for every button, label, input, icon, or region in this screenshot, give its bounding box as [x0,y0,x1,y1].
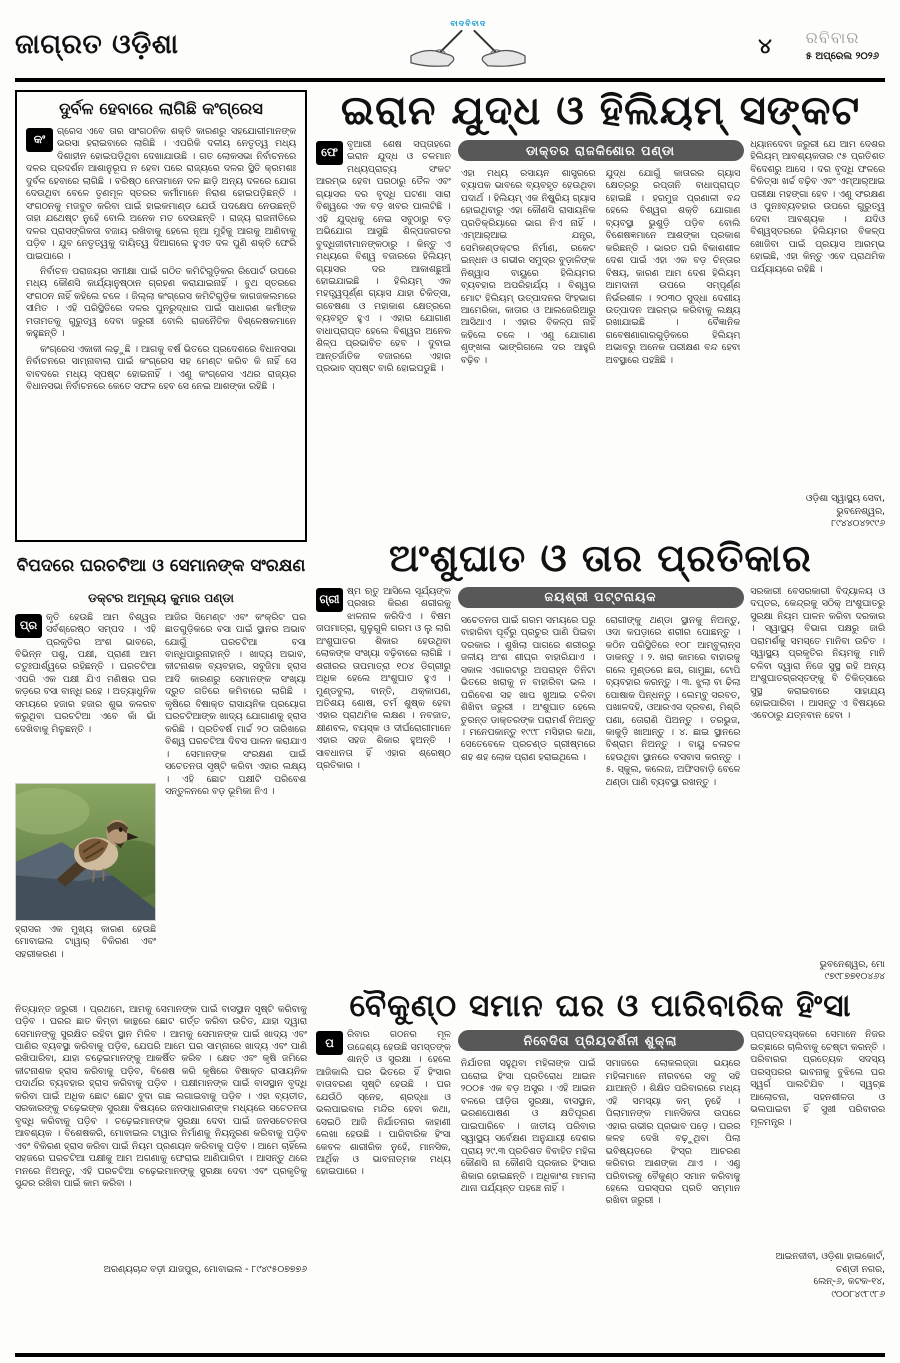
weekday: ରବିବାର [805,28,860,47]
byline-pill: ଜୟଶ୍ରୀ ପଟ୍ଟନାୟକ [458,587,744,608]
paragraph: ନିର୍ବାଚନ ପରାଜୟର ସମୀକ୍ଷା ପାଇଁ ଗଠିତ କମିଟିଗୁଡ଼ିକର ରିପୋର୍ଟ ଉପରେ ମଧ୍ୟ କୌଣସି କାର୍ଯ୍ୟାନୁଷ୍ଠାନ ଗ୍ରହଣ କରାଯାଇନାହିଁ । ବୁଥ ସ୍ତରରେ ସଂଗଠନ ନାହିଁ କହିଲେ ଚଳେ । ଜିଲ୍ଲା କଂଗ୍ରେସ କମିଟିଗୁଡ଼ିକ କାଗଜକଲମରେ ସୀମିତ । ଏହି ପରିସ୍ଥିତିରେ ଦଳର ପୁନରୁଦ୍ଧାର ପାଇଁ ସାଧାରଣ କର୍ମୀଙ୍କ ମତାମତକୁ ଗୁରୁତ୍ୱ ଦେବା ଜରୁରୀ ବୋଲି ରାଜନୈତିକ ବିଶ୍ଳେଷକମାନେ କହୁଛନ୍ତି । [26,265,296,340]
column-text: କୃତି ହେଉଛି ଆମ ବିଶ୍ୱର ସର୍ବଶ୍ରେଷ୍ଠ ସମ୍ପଦ । ଏହି ପ୍ରକୃତିର ଅଂଶ ଭାବରେ, ବିଭିନ୍ନ ପଶୁ, ପକ୍ଷୀ, ପ୍ରାଣୀ ଆମ ଚତୁଃପାର୍ଶ୍ୱରେ ରହିଛନ୍ତି । ଘରଚଟିଆ ଏପରି ଏକ ପକ୍ଷୀ ଯିଏ ମଣିଷର ଘର କଡ଼ରେ ବସା ବାନ୍ଧି ରହେ । ଅତ୍ୟାଧୁନିକ ସମୟରେ ହଜାର ହଜାର ଶୁଭ କଳରବ କରୁଥିବା ଘରଚଟିଆ ଏବେ କାଁ ଭାଁ ଦେଖିବାକୁ ମିଳୁଛନ୍ତି । [15,611,156,735]
article-column [461,586,596,984]
page-bottom-rule [15,1353,885,1357]
heatstroke-headline: ଅଂଶୁଘାତ ଓ ତାର ପ୍ରତିକାର [389,536,812,580]
right-region [316,90,885,1301]
column-text: ପ୍ରାପ୍ତବୟସ୍କରେ ସେମାନେ ନିଜର ଇଚ୍ଛାରେ ଚାଲିବାକୁ ଚେଷ୍ଟା କରନ୍ତି । ପରିବାରର ପ୍ରତ୍ୟେକ ସଦସ୍ୟ ପରସ୍ପରର ଭାବନାକୁ ବୁଝିଲେ ଘର ସ୍ୱର୍ଗ ପାଲଟିଯିବ । ସ୍ୱଚ୍ଛ ଆଲୋଚନା, ସହନଶୀଳତା ଓ ଭଲପାଇବା ହିଁ ସୁଖୀ ପରିବାରର ମୂଳମନ୍ତ୍ର । [750,1029,885,1128]
author-signature [750,491,885,531]
column-text: ଧ୍ୟାନଦେବା ଜରୁରୀ ଯେ ଆମ ଦେଶର ହିଲିୟମ୍ ଆବଶ୍ୟକତାର ୯୫ ପ୍ରତିଶତ ବିଦେଶରୁ ଆସେ । ଦର ବୃଦ୍ଧି ଫଳରେ ଚିକିତ୍ସା ଖର୍ଚ୍ଚ ବଢ଼ିବ ଏବଂ ଏମ୍‌ଆର୍‌ଆଇ ପରୀକ୍ଷା ମହଙ୍ଗା ହେବ । ଏଣୁ ସଂରକ୍ଷଣ ଓ ପୁନଃବ୍ୟବହାର ଉପରେ ଗୁରୁତ୍ୱ ଦେବା ଆବଶ୍ୟକ । ଯଦିଓ ବିଶ୍ୱସ୍ତରରେ ହିଲିୟମର ବିକଳ୍ପ ଖୋଜିବା ପାଇଁ ପ୍ରୟାସ ଆରମ୍ଭ ହୋଇଛି, ଏହା କିନ୍ତୁ ଏବେ ପ୍ରାଥମିକ ପର୍ଯ୍ୟାୟରେ ରହିଛି । [750,139,885,275]
article-column [606,139,741,531]
hands-pen-logo [409,28,527,68]
page-body [15,90,885,1301]
signature-line: ଆଇନଜୀବୀ, ଓଡ଼ିଶା ହାଇକୋର୍ଟ, ଚଣ୍ଡୀ ନଗର, [775,1251,885,1275]
column-text: ନିର୍ଯାତନା ସହୁଥିବା ମହିଳାଙ୍କ ପାଇଁ ଘରୋଇ ହିଂସା ପ୍ରତିରୋଧ ଆଇନ ୨୦୦୫ ଏକ ବଡ଼ ଅସ୍ତ୍ର । ଏହି ଆଇନ ବଳରେ ପୀଡ଼ିତା ସୁରକ୍ଷା, ବାସସ୍ଥାନ, ଭରଣପୋଷଣ ଓ କ୍ଷତିପୂରଣ ପାଇପାରିବେ । ଜାତୀୟ ପରିବାର ସ୍ୱାସ୍ଥ୍ୟ ସର୍ବେକ୍ଷଣ ଅନୁଯାୟୀ ଦେଶର ପ୍ରାୟ ୨୯.୩ ପ୍ରତିଶତ ବିବାହିତ ମହିଳା କୌଣସି ନା କୌଣସି ପ୍ରକାର ହିଂସାର ଶିକାର ହୋଇଛନ୍ତି । ଅଧିକାଂଶ ମାମଲା ଥାନା ପର୍ଯ୍ୟନ୍ତ ପହଞ୍ଚେ ନାହିଁ । [460,1058,596,1194]
column-text: ସଚେତନତା ପାଇଁ ଗରମ ସମୟରେ ଘରୁ ବାହାରିବା ପୂର୍ବରୁ ପ୍ରଚୁର ପାଣି ପିଇବା ଦରକାର । ଶୁଖିଲା ପାଗରେ ଶରୀରରୁ ଜଳୀୟ ଅଂଶ ଶୀଘ୍ର ବାହାରିଯାଏ । ସକାଳ ଏଗାରଟାରୁ ଅପରାହ୍ନ ତିନିଟା ଭିତରେ ଖରାକୁ ନ ବାହାରିବା ଭଲ । ପରିବେଶ ସହ ଖାପ ଖୁଆଇ ଚଳିବା ଶିଖିବା ଜରୁରୀ । ଅଂଶୁଘାତ ହେଲେ ତୁରନ୍ତ ଡାକ୍ତରଙ୍କ ପରାମର୍ଶ ନିଅନ୍ତୁ । ମନେପକାନ୍ତୁ ୧୯୯୮ ମସିହାର କଥା, ସେତେବେଳେ ପ୍ରଚଣ୍ଡ ଗ୍ରୀଷ୍ମରେ ଶହ ଶହ ଲୋକ ପ୍ରାଣ ହରାଇଥିଲେ । [460,614,596,763]
column-text: ରୋଗୀଙ୍କୁ ଥଣ୍ଡା ସ୍ଥାନକୁ ନିଅନ୍ତୁ, ଓଦା କପଡ଼ାରେ ଶରୀର ପୋଛନ୍ତୁ । କଠିନ ପରିସ୍ଥିତିରେ ୧୦୮ ଆମ୍ବୁଲାନ୍ସ ଡାକନ୍ତୁ । ୨. ଖରା କାମରେ ବାହାରକୁ ଗଲେ ମୁଣ୍ଡରେ ଛତା, ଗାମୁଛା, ଟୋପି ବ୍ୟବହାର କରନ୍ତୁ । ୩. ଝୁଲା ବା ଢିଲା ପୋଷାକ ପିନ୍ଧନ୍ତୁ । ଲେମ୍ବୁ ସରବତ, ପଖାଳଦହି, ଓଆରଏସ ଦ୍ରବଣ, ମିଶ୍ରି ପଣା, ତୋରାଣି ପିଅନ୍ତୁ । ତରଭୁଜ, କାକୁଡ଼ି ଖାଆନ୍ତୁ । ୪. ଛାଇ ସ୍ଥାନରେ ବିଶ୍ରାମ ନିଅନ୍ତୁ । ବାୟୁ ଚଳାଚଳ ହେଉଥିବା ସ୍ଥାନରେ ବସବାସ କରନ୍ତୁ । ୫. ସ୍କୁଲ, କଲେଜ, ଅଫିସବାଡ଼ି ବେଳେ ଥଣ୍ଡା ପାଣି ବ୍ୟବସ୍ଥା ରଖନ୍ତୁ । [605,614,741,788]
author-signature [750,1249,885,1301]
article-column [606,1029,741,1301]
page-number: ୪ [758,34,772,58]
newspaper-title: ଜାଗ୍ରତ ଓଡ଼ିଶା [15,29,179,60]
drop-cap: ଗ୍ରୀ [316,588,343,612]
article-column [316,1029,451,1301]
author-signature: ଭୁବନେଶ୍ୱର, ମୋ ୯୭୯୮୭୭୧୦୪୬୪ [750,957,885,984]
column-text: ଯୁଦ୍ଧ ଯୋଗୁଁ କାତାରର ଗ୍ୟାସ କ୍ଷେତ୍ରରୁ ରପ୍ତାନି ବାଧାପ୍ରାପ୍ତ ହୋଇଛି । ହରମୁଜ ପ୍ରଣାଳୀ ବନ୍ଦ ହେଲେ ବିଶ୍ୱର ଶକ୍ତି ଯୋଗାଣ ବ୍ୟବସ୍ଥା ଭୁଶୁଡ଼ି ପଡ଼ିବ ବୋଲି ବିଶେଷଜ୍ଞମାନେ ଆଶଙ୍କା ପ୍ରକାଶ କରିଛନ୍ତି । ଭାରତ ପରି ବିକାଶଶୀଳ ଦେଶ ପାଇଁ ଏହା ଏକ ବଡ଼ ଚିନ୍ତାର ବିଷୟ, କାରଣ ଆମ ଦେଶ ହିଲିୟମ୍ ଆମଦାନୀ ଉପରେ ସମ୍ପୂର୍ଣ୍ଣ ନିର୍ଭରଶୀଳ । ୨୦୩୦ ସୁଦ୍ଧା ଦେଶୀୟ ଉତ୍ପାଦନ ଆରମ୍ଭ କରିବାକୁ ଲକ୍ଷ୍ୟ ରଖାଯାଇଛି । ବୈଜ୍ଞାନିକ ଗବେଷଣାଗାରଗୁଡ଼ିକରେ ହିଲିୟମ୍ ଅଭାବରୁ ଅନେକ ପରୀକ୍ଷଣ ବନ୍ଦ ହେବା ଅବସ୍ଥାରେ ପହଞ୍ଚିଛି । [605,168,741,366]
column-text: ଏହା ମଧ୍ୟ ରସାୟନ ଶାସ୍ତ୍ରରେ ବ୍ୟାପକ ଭାବରେ ବ୍ୟବହୃତ ହେଉଥିବା ପଦାର୍ଥ । ହିଲିୟମ୍ ଏକ ନିଷ୍କ୍ରିୟ ଗ୍ୟାସ ହୋଇଥିବାରୁ ଏହା କୌଣସି ରାସାୟନିକ ପ୍ରତିକ୍ରିୟାରେ ଭାଗ ନିଏ ନାହିଁ । ଏମ୍‌ଆର୍‌ଆଇ ଯନ୍ତ୍ର, ସେମିକଣ୍ଡକ୍ଟର ନିର୍ମାଣ, ରକେଟ ଇନ୍ଧନ ଓ ଗଭୀର ସମୁଦ୍ର ବୁଡ଼ାଳିଙ୍କ ନିଶ୍ୱାସ ବାୟୁରେ ହିଲିୟମର ବ୍ୟବହାର ଅପରିହାର୍ଯ୍ୟ । ବିଶ୍ୱର ମୋଟ ହିଲିୟମ୍ ଉତ୍ପାଦନର ସିଂହଭାଗ ଆମେରିକା, କାତାର ଓ ଆଲଜେରିଆରୁ ଆସିଥାଏ । ଏହାର ବିକଳ୍ପ ନାହିଁ କହିଲେ ଚଳେ । ଏଣୁ ଯୋଗାଣ ଶୃଙ୍ଖଳା ଭାଙ୍ଗିଗଲେ ଦର ଆହୁରି ବଢ଼ିବ । [460,168,596,366]
byline-pill: ଡାକ୍ତର ରାଜକିଶୋର ପଣ୍ଡା [458,140,744,161]
signature-line: ଲେନ୍-୬, କଟକ-୧୪, ୯୦୦୮୪୯୮୯୮୬ [813,1276,885,1300]
column-text: ହ୍ରାସର ଏକ ମୁଖ୍ୟ କାରଣ ହେଉଛି ମୋବାଇଲ ଟାୱାର୍ ବିକିରଣ ଏବଂ ସହରୀକରଣ । [15,923,156,960]
column-text: ସରକାରୀ ବେସରକାରୀ ବିଦ୍ୟାଳୟ ଓ ଦପ୍ତର, କେନ୍ଦ୍ରକୁ ସଠିକ୍ ଅଂଶୁଘାତରୁ ସୁରକ୍ଷା ନିୟମ ପାଳନ କରିବା ଦରକାର । ସ୍ୱାସ୍ଥ୍ୟ ବିଭାଗ ପକ୍ଷରୁ ଜାରି ପରାମର୍ଶକୁ ସମସ୍ତେ ମାନିବା ଉଚିତ । ସ୍ୱାସ୍ଥ୍ୟ ପ୍ରକୃତିର ନିୟମକୁ ମାନି ଚଳିବା ଦ୍ୱାରା ନିଜେ ସୁସ୍ଥ ରହି ଅନ୍ୟ ଅଂଶୁଘାତଗ୍ରସ୍ତଙ୍କୁ ବି ଚିକିତ୍ସାରେ ସୁସ୍ଥ କରାଇବାରେ ସାହାଯ୍ୟ ହୋଇପାରିବା । ଆସନ୍ତୁ ଏ ବିଷୟରେ ଏବେଠାରୁ ଯତ୍ନବାନ ହେବା । [750,585,885,722]
sparrow-subcolumns [15,612,307,1000]
article-column [316,586,451,984]
article-column [15,612,156,1000]
drop-cap: କଂ [26,128,53,152]
article-column [750,1029,885,1301]
article-column [606,586,741,984]
article-column [165,612,306,1000]
iran-headline: ଇରାନ ଯୁଦ୍ଧ ଓ ହିଲିୟମ୍ ସଙ୍କଟ [340,88,861,134]
sparrow-byline: ଡକ୍ଟର ଅମୂଲ୍ୟ କୁମାର ପଣ୍ଡା [88,590,234,605]
masthead-logo [403,19,533,72]
congress-body [26,126,296,394]
column-text: ଆଜିର ସିମେଣ୍ଟ ଏବଂ କଂକ୍ରିଟ ଘର ଛାତଗୁଡ଼ିକରେ ବସା ପାଇଁ ସ୍ଥାନର ଅଭାବ ଯୋଗୁଁ ଘରଚଟିଆ ବସା ବାନ୍ଧିପାରୁନାହାନ୍ତି । ଖାଦ୍ୟ ଅଭାବ, କୀଟନାଶକ ବ୍ୟବହାର, ସବୁଜିମା ହ୍ରାସ ଆଦି କାରଣରୁ ସେମାନଙ୍କ ସଂଖ୍ୟା ଦ୍ରୁତ ଗତିରେ କମିବାରେ ଲାଗିଛି । କୃଷିରେ ବିଷାକ୍ତ ରାସାୟନିକ ପ୍ରୟୋଗ ଘରଚଟିଆଙ୍କ ଖାଦ୍ୟ ଯୋଗାଣକୁ ହ୍ରାସ କରିଛି । ପ୍ରତିବର୍ଷ ମାର୍ଚ୍ଚ ୨୦ ତାରିଖରେ ବିଶ୍ୱ ଘରଚଟିଆ ଦିବସ ପାଳନ କରାଯାଏ । ସେମାନଙ୍କ ସଂରକ୍ଷଣ ପାଇଁ ସଚେତନତା ସୃଷ୍ଟି କରିବା ଏହାର ଲକ୍ଷ୍ୟ । ଏହି ଛୋଟ ପକ୍ଷୀଟି ପରିବେଶ ସନ୍ତୁଳନରେ ବଡ଼ ଭୂମିକା ନିଏ । [165,611,306,797]
byline-pill: ନିବେଦିତା ପ୍ରିୟଦର୍ଶିନୀ ଶୁକ୍ଲା [458,1030,744,1051]
sparrow-headline: ବିପଦରେ ଘରଚଟିଆ ଓ ସେମାନଙ୍କ ସଂରକ୍ଷଣ [16,556,306,577]
signature-line: ୮୯୪୪୦୪୨୯୯୬ [831,518,885,530]
article-column [461,1029,596,1301]
edition-date: ୫ ଅପ୍ରେଲ ୨୦୨୬ [805,51,879,62]
article-sparrow [15,556,307,1275]
paragraph: ଗ୍ରେସ ଏବେ ତାର ସାଂଗଠନିକ ଶକ୍ତି କାରଣରୁ ସହଯୋଗୀମାନଙ୍କ ଭରସା ହରାଇବାରେ ଲାଗିଛି । ଏପରିକି ଦଳୀୟ ନେତୃତ୍ୱ ମଧ୍ୟ ଦିଶାହୀନ ହୋଇପଡ଼ିଥିବା ଦେଖାଯାଉଛି । ଗତ ଲୋକସଭା ନିର୍ବାଚନରେ ଦଳର ପ୍ରଦର୍ଶନ ଆଶାନୁରୂପ ନ ହେବା ପରେ ରାଜ୍ୟରେ ଦଳର ସ୍ଥିତି କ୍ରମଶଃ ଦୁର୍ବଳ ହେବାରେ ଲାଗିଛି । ବରିଷ୍ଠ ନେତାମାନେ ଦଳ ଛାଡ଼ି ଅନ୍ୟ ଦଳରେ ଯୋଗ ଦେଉଥିବା ବେଳେ ତୃଣମୂଳ ସ୍ତରର କର୍ମୀମାନେ ନିରାଶ ହୋଇପଡ଼ିଛନ୍ତି । ସଂଗଠନକୁ ମଜବୁତ କରିବା ପାଇଁ ହାଇକମାଣ୍ଡ ଯେଉଁ ପଦକ୍ଷେପ ନେଉଛନ୍ତି ତାହା ଯଥେଷ୍ଟ ନୁହେଁ ବୋଲି ଅନେକ ମତ ଦେଉଛନ୍ତି । ରାଜ୍ୟ ରାଜନୀତିରେ ଦଳର ପ୍ରାସଙ୍ଗିକତା ବଜାୟ ରଖିବାକୁ ହେଲେ ନୂଆ ମୁହଁକୁ ଆଗକୁ ଆଣିବାକୁ ପଡ଼ିବ । ଯୁବ ନେତୃତ୍ୱକୁ ଦାୟିତ୍ୱ ଦିଆଗଲେ ହୁଏତ ଦଳ ପୁଣି ଶକ୍ତି ଫେରି ପାଇପାରେ । [26,125,296,262]
sparrow-fullwidth-text: ନିତ୍ୟାନ୍ତ ଜରୁରୀ । ପ୍ରଥମେ, ଆମକୁ ସେମାନଙ୍କ ପାଇଁ ବାସସ୍ଥାନ ସୃଷ୍ଟି କରିବାକୁ ପଡ଼ିବ । ଘରର ଛାତ କିମ୍ବା କାନ୍ଥରେ ଛୋଟ ଗର୍ତ୍ତ କରିବା ଉଚିତ, ଯାହା ଦ୍ୱାରା ସେମାନଙ୍କୁ ସୁରକ୍ଷିତ ରହିବା ସ୍ଥାନ ମିଳିବ । ଆମକୁ ସେମାନଙ୍କ ପାଇଁ ଖାଦ୍ୟ ଏବଂ ପାଣିର ବ୍ୟବସ୍ଥା କରିବାକୁ ପଡ଼ିବ, ଯେପରି ଆମେ ଘର ସାମ୍ନାରେ ଖାଦ୍ୟ ଏବଂ ପାଣି ରଖିପାରିବା, ଯାହା ଚଢ଼େଇମାନଙ୍କୁ ଆକର୍ଷିତ କରିବ । କ୍ଷେତ ଏବଂ କୃଷି ଜମିରେ କୀଟନାଶକ ହ୍ରାସ କରିବାକୁ ପଡ଼ିବ, ବିଶେଷ କରି କୃଷିରେ ବିଷାକ୍ତ ରାସାୟନିକ ପଦାର୍ଥର ବ୍ୟବହାର ହ୍ରାସ କରିବାକୁ ପଡ଼ିବ । ପକ୍ଷୀମାନଙ୍କ ପାଇଁ ବାସସ୍ଥାନ ବୃଦ୍ଧି କରିବା ପାଇଁ ଅଧିକ ଛୋଟ ଛୋଟ ବୁଦା ଗଛ ଲଗାଇବାକୁ ପଡ଼ିବ । ଏହା ବ୍ୟତୀତ, ସରକାରଙ୍କୁ ଚଢ଼େଇଙ୍କ ସୁରକ୍ଷା ବିଷୟରେ ଜନସାଧାରଣଙ୍କ ମଧ୍ୟରେ ସଚେତନତା ବୃଦ୍ଧି କରିବାକୁ ପଡ଼ିବ । ଚଢ଼େଇମାନଙ୍କ ସୁରକ୍ଷା ଦେବା ପାଇଁ ଜନସଚେତନତା ଆବଶ୍ୟକ । ବିଶେଷକରି, ମୋବାଇଲ ଟାୱାର ନିର୍ମାଣକୁ ନିୟନ୍ତ୍ରଣ କରିବାକୁ ପଡ଼ିବ ଏବଂ ବିକିରଣ ହ୍ରାସ କରିବା ପାଇଁ ନିୟମ ପ୍ରଣୟନ କରିବାକୁ ପଡ଼ିବ । ଆମେ ଚାହିଁଲେ ସହଜରେ ଘରଚଟିଆ ପକ୍ଷୀକୁ ଆମ ଅଗଣାକୁ ଫେରାଇ ଆଣିପାରିବା । ଆସନ୍ତୁ ଥରେ ମନରେ ନିଅନ୍ତୁ, ଏହି ଘରଚଟିଆ ଚଢ଼େଇମାନଙ୍କୁ ସୁରକ୍ଷା ଦେବା ଏବଂ ପ୍ରକୃତିକୁ ସୁନ୍ଦର ରଖିବା ପାଇଁ କାମ କରିବା । [15,1003,307,1189]
day-date-block [806,28,879,62]
vaikuntha-headline: ବୈକୁଣ୍ଠ ସମାନ ଘର ଓ ପାରିବାରିକ ହିଂସା [349,987,852,1024]
drop-cap: ପ୍ର [15,614,42,638]
logo-label: ବାଦବିବାଦ [450,18,487,28]
article-column [750,586,885,984]
heatstroke-columns [316,586,885,984]
column-text: ଷ୍ମ ଋତୁ ଆସିଲେ ସୂର୍ଯ୍ୟଙ୍କ ପ୍ରଖର କିରଣ ଶରୀରକୁ ଝାଳନାଳ କରିଦିଏ । ବିଷମ ତାପମାତ୍ରା, ଗୁଳୁଗୁଳି ଗରମ ଓ ଲୁ ଲାଗି ଅଂଶୁଘାତର ଶିକାର ହେଉଥିବା ଲୋକଙ୍କ ସଂଖ୍ୟା ବଢ଼ିବାରେ ଲାଗିଛି । ଶରୀରର ତାପମାତ୍ରା ୧୦୪ ଡିଗ୍ରୀରୁ ଅଧିକ ହେଲେ ଅଂଶୁଘାତ ହୁଏ । ମୁଣ୍ଡବୁଲା, ବାନ୍ତି, ଥକ୍କାପଣ, ଅତିଶୟ ଶୋଷ, ଚର୍ମ ଶୁଷ୍କ ହେବା ଏହାର ପ୍ରାଥମିକ ଲକ୍ଷଣ । ନବଜାତ, କ୍ଷୀଣବଳ, ବୟସ୍କ ଓ ଦୀର୍ଘରୋଗୀମାନେ ଏହାର ସହଜ ଶିକାର ହୁଅନ୍ତି । ସାବଧାନତା ହିଁ ଏହାର ଶ୍ରେଷ୍ଠ ପ୍ରତିକାର । [316,585,451,772]
house-sparrow-photo [15,783,156,921]
article-vaikuntha [316,987,885,1302]
column-text: ରିବାର ଗଠନର ମୂଳ ଉଦ୍ଦେଶ୍ୟ ହେଉଛି ସମସ୍ତଙ୍କ ଶାନ୍ତି ଓ ସୁରକ୍ଷା । ହେଲେ ଆଜିକାଲି ଘର ଭିତରେ ହିଁ ହିଂସାର ବାତାବରଣ ସୃଷ୍ଟି ହେଉଛି । ଘର ଯେଉଁଠି ସ୍ନେହ, ଶ୍ରଦ୍ଧା ଓ ଭଲପାଇବାର ମନ୍ଦିର ହେବା କଥା, ସେଇଠି ଆଜି ନିର୍ଯାତନାର କାହାଣୀ ଲେଖା ହେଉଛି । ପାରିବାରିକ ହିଂସା କେବଳ ଶାରୀରିକ ନୁହେଁ, ମାନସିକ, ଆର୍ଥିକ ଓ ଭାବନାତ୍ମକ ମଧ୍ୟ ହୋଇପାରେ । [316,1029,451,1178]
article-congress [15,90,307,542]
author-signature: ଅରଣ୍ୟଚାନ୍ଦ ବଡ଼ୀ ଯାଜପୁର, ମୋବାଇଲ - ୮୯୪୯୫୦୭୭୭୬ [103,1263,307,1275]
column-text: ସମାଜରେ ଲୋକଲଜ୍ଜା ଭୟରେ ମହିଳାମାନେ ନୀରବରେ ସବୁ ସହି ଯାଆନ୍ତି । ଶିକ୍ଷିତ ପରିବାରରେ ମଧ୍ୟ ଏହି ସମସ୍ୟା କମ୍ ନୁହେଁ । ପିଲାମାନଙ୍କ ମାନସିକତା ଉପରେ ଏହାର ଗଭୀର ପ୍ରଭାବ ପଡ଼େ । ଘରର କଳହ ଦେଖି ବଢ଼ୁଥିବା ପିଲା ଭବିଷ୍ୟତରେ ହିଂସ୍ର ଆଚରଣ କରିବାର ଆଶଙ୍କା ଥାଏ । ଏଣୁ ପରିବାରକୁ ବୈକୁଣ୍ଠ ସମାନ କରିବାକୁ ହେଲେ ପରସ୍ପର ପ୍ରତି ସମ୍ମାନ ରଖିବା ଜରୁରୀ । [605,1058,741,1207]
article-column [750,139,885,531]
masthead-right [758,28,885,62]
congress-headline: ଦୁର୍ବଳ ହେବାରେ ଲାଗିଛି କଂଗ୍ରେସ [59,99,263,118]
iran-columns [316,139,885,531]
vaikuntha-columns [316,1029,885,1301]
article-column [461,139,596,531]
left-column [15,90,307,1301]
drop-cap: ପ [316,1031,343,1055]
masthead [15,16,885,82]
column-text: ବୃଆରୀ ଶେଷ ସପ୍ତାହରେ ଇରାନ ଯୁଦ୍ଧ ଓ ଚଳମାନ ମଧ୍ୟପ୍ରାଚ୍ୟ ସଂକଟ ଆରମ୍ଭ ହେବା ପରଠାରୁ ତୈଳ ଏବଂ ଗ୍ୟାସର ଦର ବୃଦ୍ଧି ଘଟଣା ସାରା ବିଶ୍ୱରେ ଏକ ବଡ଼ ଖବର ପାଲଟିଛି । ଏହି ଯୁଦ୍ଧକୁ ନେଇ ସବୁଠାରୁ ବଡ଼ ଅଭିଯୋଗ ଆସୁଛି ଶିଳ୍ପଜଗତର ବୁଦ୍ଧିଜୀବୀମାନଙ୍କଠାରୁ । କିନ୍ତୁ ଏ ମଧ୍ୟରେ ବିଶ୍ୱ ବଜାରରେ ହିଲିୟମ୍ ଗ୍ୟାସର ଦର ଆକାଶଛୁଆଁ ହୋଇଯାଇଛି । ହିଲିୟମ୍ ଏକ ମହତ୍ତ୍ୱପୂର୍ଣ୍ଣ ଗ୍ୟାସ ଯାହା ଚିକିତ୍ସା, ଗବେଷଣା ଓ ମହାକାଶ କ୍ଷେତ୍ରରେ ବ୍ୟବହୃତ ହୁଏ । ଏହାର ଯୋଗାଣ ବାଧାପ୍ରାପ୍ତ ହେଲେ ବିଶ୍ୱର ଅନେକ ଶିଳ୍ପ ପ୍ରଭାବିତ ହେବ । ଦୁବାଇ ଆନ୍ତର୍ଜାତିକ ବଜାରରେ ଏହାର ପ୍ରଭାବ ସ୍ପଷ୍ଟ ବାରି ହୋଇପଡୁଛି । [316,139,451,375]
article-column [316,139,451,531]
article-heatstroke [316,536,885,984]
article-iran [316,90,885,531]
drop-cap: ଫେ [316,141,343,165]
paragraph: କଂଗ୍ରେସ ଏକାକୀ ଲଢ଼ୁଛି । ଆଗକୁ ବର୍ଷ ଭିତରେ ପ୍ରଦେଶରେ ବିଧାନସଭା ନିର୍ବାଚନରେ ସାମ୍ନାବାଲା ପାଇଁ କଂଗ୍ରେସ ସହ ମେଣ୍ଟ କରିବ କି ନାହିଁ ସେ ବାବଦରେ ମଧ୍ୟ ସ୍ପଷ୍ଟ ହୋଇନାହିଁ । ଏଣୁ କଂଗ୍ରେସ ଏଥର ରାଜ୍ୟର ବିଧାନସଭା ନିର୍ବାଚନରେ କେତେ ସଫଳ ହେବ ସେ ନେଇ ଆଶଙ୍କା ରହିଛି । [26,343,296,393]
signature-line: ଓଡ଼ିଶା ସ୍ୱାସ୍ଥ୍ୟ ସେବା, ଭୁବନେଶ୍ୱର, [805,493,885,517]
